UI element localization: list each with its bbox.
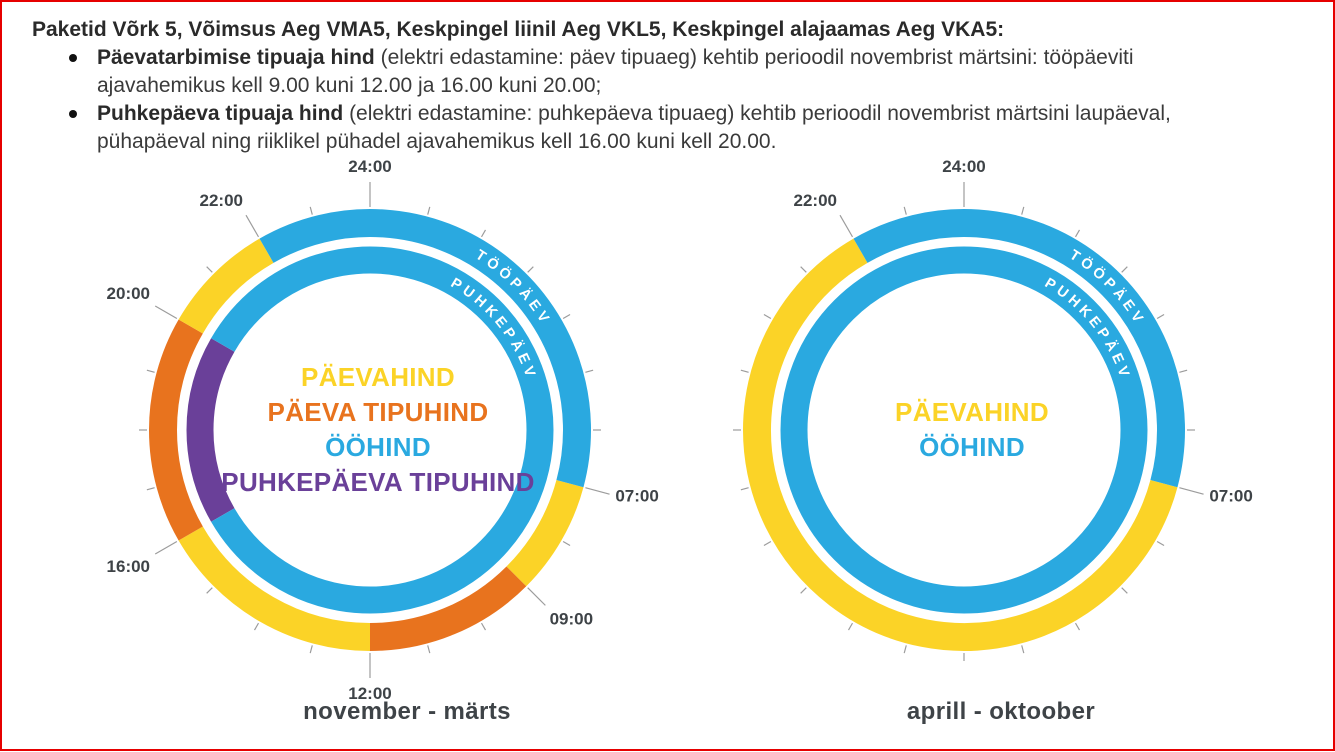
hour-tick	[147, 370, 155, 372]
header	[32, 15, 1307, 156]
hour-tick	[310, 207, 312, 215]
bullet-item-paevatarbimine	[32, 44, 1307, 100]
hour-label-2200: 22:00	[793, 191, 837, 211]
hour-tick-major	[528, 588, 546, 606]
ring-label-tööpäev: TÖÖPÄEV	[472, 247, 554, 329]
ring-segment-päevahind	[757, 251, 1164, 637]
hour-tick	[528, 267, 534, 273]
hour-tick	[1157, 542, 1164, 546]
hour-tick	[904, 645, 906, 653]
bullet-text: (elektri edastamine: päev tipuaeg) kehtib perioodil novembrist märtsini: tööpäeviti ajavahemikus kell 9.00 kuni 12.00 ja 16.00 kuni 20.00;	[97, 46, 1134, 97]
hour-tick-major	[155, 306, 177, 319]
hour-tick-major	[585, 488, 609, 494]
hour-tick	[1157, 315, 1164, 319]
hour-tick	[801, 267, 807, 273]
hour-tick	[1076, 230, 1080, 237]
hour-tick	[585, 370, 593, 372]
clock-dial-svg	[692, 157, 1253, 694]
hour-tick	[563, 315, 570, 319]
chart-caption: november - märts	[303, 698, 511, 725]
hour-label-0700: 07:00	[615, 486, 659, 506]
hour-tick-major	[840, 215, 853, 237]
ring-segment-puhkepäeva-tipuhind	[200, 345, 223, 515]
hour-tick	[764, 315, 771, 319]
hour-tick	[849, 623, 853, 630]
ring-label-tööpäev: TÖÖPÄEV	[1066, 247, 1148, 329]
bullet-text-block	[97, 100, 1247, 156]
hour-tick	[741, 370, 749, 372]
hour-label-2200: 22:00	[199, 191, 243, 211]
hour-tick	[764, 542, 771, 546]
hour-tick	[207, 267, 213, 273]
hour-label-0900: 09:00	[549, 609, 594, 629]
hour-tick	[1179, 370, 1187, 372]
bullet-lead: Puhkepäeva tipuaja hind	[97, 102, 344, 125]
bullet-text: (elektri edastamine: puhkepäeva tipuaeg) kehtib perioodil novembrist märtsini laupäeval, pühapäeval ning riiklikel pühadel ajavahemikus kell 16.00 kuni kell 20.00.	[97, 102, 1171, 153]
hour-tick	[801, 588, 807, 594]
hour-label-1600: 16:00	[106, 557, 151, 576]
hour-tick	[147, 488, 155, 490]
hour-label-0700: 07:00	[1209, 486, 1253, 506]
chart-caption: aprill - oktoober	[906, 698, 1096, 725]
hour-tick	[255, 623, 259, 630]
hour-label-2400: 24:00	[348, 157, 392, 176]
bullet-icon	[69, 110, 77, 118]
legend-ööhind: ÖÖHIND	[325, 432, 431, 462]
legend-ööhind: ÖÖHIND	[919, 432, 1025, 462]
hour-tick	[741, 488, 749, 490]
hour-tick	[1022, 645, 1024, 653]
hour-tick	[310, 645, 312, 653]
hour-tick	[482, 230, 486, 237]
hour-tick	[1122, 267, 1128, 273]
legend-päevahind: PÄEVAHIND	[301, 362, 455, 392]
hour-tick	[428, 207, 430, 215]
bullet-text-block	[97, 44, 1247, 100]
hour-tick-major	[155, 542, 177, 555]
page-title: Paketid Võrk 5, Võimsus Aeg VMA5, Keskpingel liinil Aeg VKL5, Keskpingel alajaamas Aeg VKA5:	[32, 18, 1005, 41]
bullet-icon	[69, 54, 77, 62]
hour-tick	[563, 542, 570, 546]
hour-tick	[1022, 207, 1024, 215]
hour-tick	[904, 207, 906, 215]
clock-dial-svg	[98, 157, 659, 703]
hour-tick	[1122, 588, 1128, 594]
legend-päevahind: PÄEVAHIND	[895, 397, 1049, 427]
hour-label-2000: 20:00	[106, 284, 151, 303]
hour-tick-major	[1179, 488, 1203, 494]
hour-tick-major	[246, 215, 259, 237]
bullet-lead: Päevatarbimise tipuaja hind	[97, 46, 375, 69]
hour-label-1200: 12:00	[348, 684, 392, 703]
legend-puhkepäeva-tipuhind: PUHKEPÄEVA TIPUHIND	[221, 467, 535, 497]
hour-tick	[1076, 623, 1080, 630]
hour-label-2400: 24:00	[942, 157, 986, 176]
ring-label-puhkepäev: PUHKEPÄEV	[1041, 275, 1134, 383]
legend-päeva-tipuhind: PÄEVA TIPUHIND	[267, 397, 489, 427]
hour-tick	[482, 623, 486, 630]
hour-tick	[428, 645, 430, 653]
bullet-item-puhkepaev	[32, 100, 1307, 156]
ring-label-puhkepäev: PUHKEPÄEV	[447, 275, 540, 383]
hour-tick	[207, 588, 213, 594]
clock-chart-november-marts	[98, 157, 659, 752]
clock-chart-aprill-oktoober	[692, 157, 1253, 752]
